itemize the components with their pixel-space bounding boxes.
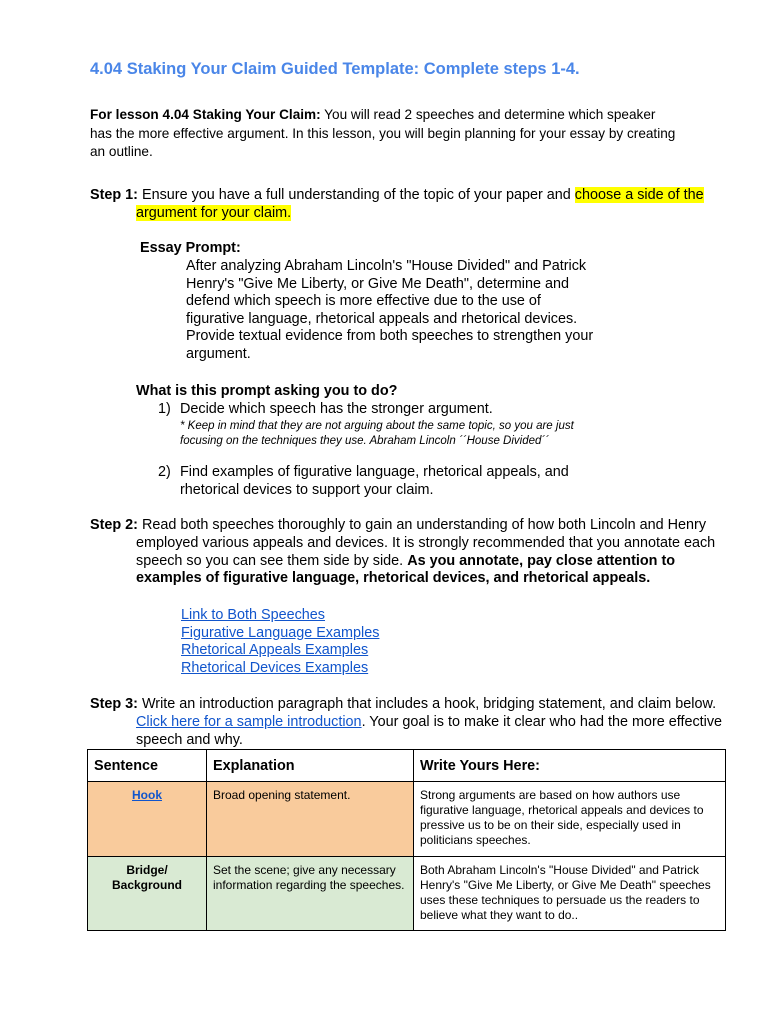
step-1-text: Ensure you have a full understanding of the topic of your paper and — [137, 187, 575, 203]
explanation-cell: Broad opening statement. — [207, 782, 414, 857]
intro-text: You will read 2 speeches and determine which speaker has the more effective argument. In this lesson, you will begin planning for your essay by creating an outline. — [90, 107, 676, 159]
column-header-sentence: Sentence — [88, 750, 207, 782]
intro-lead: For lesson 4.04 Staking Your Claim: — [90, 107, 321, 122]
essay-prompt-body: After analyzing Abraham Lincoln's "House Divided" and Patrick Henry's "Give Me Liberty, or Give Me Death", determine and defend which speech is more effective due to the use of figurative language, rhetorical appeals and rhetorical devices. Provide textual evidence from both speeches to strengthen your argument. — [186, 258, 594, 362]
step-1-label: Step 1: — [90, 187, 138, 203]
link-both-speeches[interactable]: Link to Both Speeches — [181, 607, 326, 623]
table-row — [88, 857, 726, 931]
link-rhetorical-devices[interactable]: Rhetorical Devices Examples — [181, 660, 369, 677]
link-figurative-language[interactable]: Figurative Language Examples — [181, 624, 380, 641]
page-title: 4.04 Staking Your Claim Guided Template: Complete steps 1-4. — [90, 60, 580, 78]
lesson-intro — [90, 106, 680, 162]
step-2-label: Step 2: — [90, 517, 138, 533]
list-item-number: 2) — [158, 464, 171, 480]
resource-links — [181, 607, 379, 678]
column-header-explanation: Explanation — [207, 750, 414, 782]
step-2-text: Read both speeches thoroughly to gain an understanding of how both Lincoln and Henry employed various appeals and devices. It is strongly recommended that you annotate each speech so you can see them side by side. — [136, 517, 716, 569]
hook-link[interactable]: Hook — [132, 788, 162, 802]
sample-introduction-link[interactable]: Click here for a sample introduction — [136, 713, 362, 730]
step-3-label: Step 3: — [90, 696, 138, 712]
list-item-text: Decide which speech has the stronger argument. — [180, 401, 493, 417]
column-header-write-yours: Write Yours Here: — [414, 750, 726, 782]
step-2 — [90, 517, 728, 588]
step-1 — [90, 187, 728, 223]
write-yours-cell[interactable]: Both Abraham Lincoln's "House Divided" and Patrick Henry's "Give Me Liberty, or Give Me Death" speeches uses these techniques to persuade us the readers to believe what they want to do.. — [414, 857, 726, 931]
write-yours-cell[interactable]: Strong arguments are based on how authors use figurative language, rhetorical appeals and devices to pressive us to be on their side, especially used in politicians speeches. — [414, 782, 726, 857]
step-3-text-end: . Your goal is to make it clear who had the more effective speech and why. — [136, 713, 723, 748]
step-1-highlight: choose a side of the argument for your claim. — [136, 187, 704, 221]
link-rhetorical-appeals[interactable]: Rhetorical Appeals Examples — [181, 642, 369, 659]
sentence-cell — [88, 782, 207, 857]
keep-in-mind-note: * Keep in mind that they are not arguing about the same topic, so you are just focusing on the techniques they use. Abraham Lincoln ´´House Divided´´ — [180, 420, 574, 447]
step-3-text: Write an introduction paragraph that includes a hook, bridging statement, and claim below. — [137, 696, 717, 712]
list-item-text: Find examples of figurative language, rhetorical appeals, and rhetorical devices to support your claim. — [180, 464, 569, 498]
step-3 — [90, 696, 728, 749]
explanation-cell: Set the scene; give any necessary information regarding the speeches. — [207, 857, 414, 931]
list-item-number: 1) — [158, 401, 171, 417]
sentence-cell: Bridge/ Background — [88, 857, 207, 931]
introduction-table — [87, 749, 726, 931]
step-2-bold-text: As you annotate, pay close attention to examples of figurative language, rhetorical devices, and rhetorical appeals. — [136, 552, 676, 587]
essay-prompt-heading: Essay Prompt: — [140, 240, 241, 256]
prompt-question-heading: What is this prompt asking you to do? — [136, 383, 398, 399]
table-row — [88, 782, 726, 857]
table-header-row — [88, 750, 726, 782]
